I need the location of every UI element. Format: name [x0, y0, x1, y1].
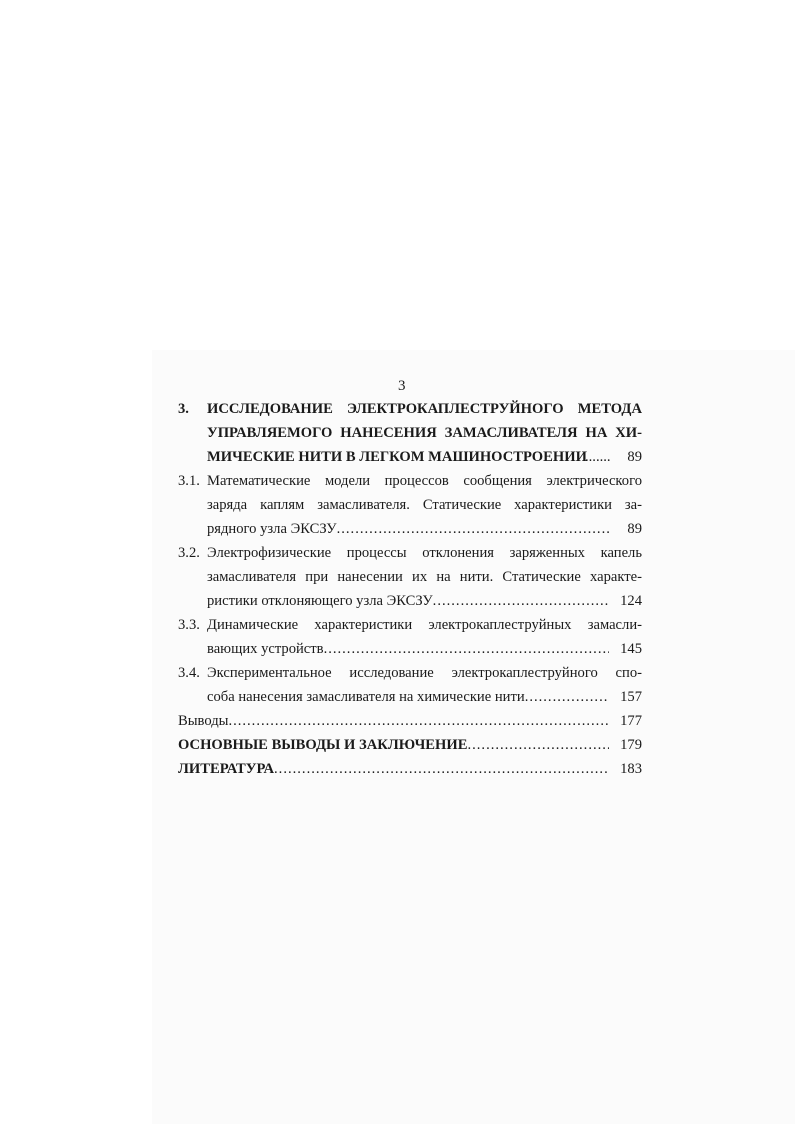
page-number: 3	[398, 378, 406, 394]
chapter-number: 3.	[178, 401, 189, 417]
dot-leader	[467, 735, 609, 755]
chapter-title-line: УПРАВЛЯЕМОГО НАНЕСЕНИЯ ЗАМАСЛИВАТЕЛЯ НА ХИ-	[207, 425, 642, 441]
chapter-page: 89	[627, 449, 642, 465]
section-page: 124	[620, 593, 642, 609]
chapter-heading-line-2	[178, 423, 642, 443]
toc-entry-main-conclusions	[178, 735, 642, 755]
toc-section-3-1-line-2	[178, 495, 642, 515]
leader-row	[207, 591, 612, 611]
entry-label: ОСНОВНЫЕ ВЫВОДЫ И ЗАКЛЮЧЕНИЕ	[178, 737, 468, 753]
entry-page: 183	[620, 761, 642, 777]
toc-section-3-4-line-1	[178, 663, 642, 683]
section-title-line: Математические модели процессов сообщения электрического	[207, 473, 642, 489]
section-number: 3.1.	[178, 473, 200, 489]
section-number: 3.4.	[178, 665, 200, 681]
leader-row	[178, 735, 612, 755]
toc-entry-conclusions	[178, 711, 642, 731]
leader-row	[178, 759, 612, 779]
section-title-line: Электрофизические процессы отклонения заряженных капель	[207, 545, 642, 561]
section-title-line: ристики отклоняющего узла ЭКСЗУ	[207, 593, 433, 609]
section-title-line: вающих устройств	[207, 641, 324, 657]
chapter-leader: .......	[585, 449, 611, 465]
toc-section-3-4-line-2	[178, 687, 642, 707]
dot-leader	[433, 591, 609, 611]
chapter-title-line: ИССЛЕДОВАНИЕ ЭЛЕКТРОКАПЛЕСТРУЙНОГО МЕТОДА	[207, 401, 642, 417]
dot-leader	[337, 519, 609, 539]
toc-section-3-3-line-1	[178, 615, 642, 635]
toc-section-3-1-line-1	[178, 471, 642, 491]
section-page: 157	[620, 689, 642, 705]
leader-row	[207, 519, 612, 539]
leader-row	[207, 687, 612, 707]
entry-page: 177	[620, 713, 642, 729]
section-title-line: замасливателя при нанесении их на нити. Статические характе-	[207, 569, 642, 585]
toc-section-3-1-line-3	[178, 519, 642, 539]
entry-label: Выводы	[178, 713, 229, 729]
leader-row	[207, 639, 612, 659]
section-title-line: Экспериментальное исследование электрокаплеструйного спо-	[207, 665, 642, 681]
entry-page: 179	[620, 737, 642, 753]
entry-label: ЛИТЕРАТУРА	[178, 761, 275, 777]
leader-row	[178, 711, 612, 731]
section-title-line: соба нанесения замасливателя на химические нити	[207, 689, 525, 705]
chapter-heading-line-3	[178, 447, 642, 467]
section-title-line: Динамические характеристики электрокаплеструйных замасли-	[207, 617, 642, 633]
toc-section-3-2-line-2	[178, 567, 642, 587]
section-title-line: заряда каплям замасливателя. Статические характеристики за-	[207, 497, 642, 513]
dot-leader	[228, 711, 609, 731]
toc-section-3-2-line-1	[178, 543, 642, 563]
dot-leader	[274, 759, 609, 779]
section-page: 145	[620, 641, 642, 657]
chapter-title-line: МИЧЕСКИЕ НИТИ В ЛЕГКОМ МАШИНОСТРОЕНИИ	[207, 449, 587, 465]
dot-leader	[525, 687, 609, 707]
section-title-line: рядного узла ЭКСЗУ	[207, 521, 337, 537]
toc-section-3-3-line-2	[178, 639, 642, 659]
toc-entry-literature	[178, 759, 642, 779]
section-number: 3.2.	[178, 545, 200, 561]
dot-leader	[324, 639, 609, 659]
section-number: 3.3.	[178, 617, 200, 633]
chapter-heading-line-1	[178, 399, 642, 419]
toc-section-3-2-line-3	[178, 591, 642, 611]
section-page: 89	[627, 521, 642, 537]
